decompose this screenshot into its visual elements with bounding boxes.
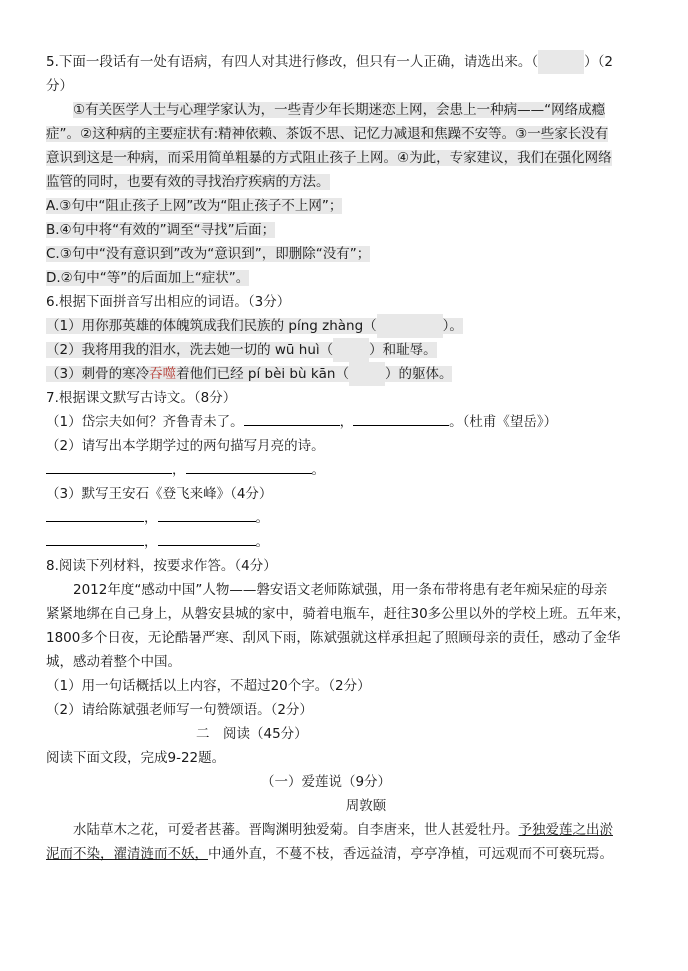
q6-item-1-blank[interactable]: [377, 314, 443, 338]
q7-comma: ，: [172, 462, 186, 478]
reading-1-underlined: 泥而不染，濯清涟而不妖，: [46, 846, 208, 862]
q7-item-3-blank-3[interactable]: [46, 531, 144, 546]
q6-item-3: [46, 362, 646, 386]
q7-item-3-blank-1[interactable]: [46, 507, 144, 522]
q7-item-2: （2）请写出本学期学过的两句描写月亮的诗。: [46, 438, 325, 454]
q7-comma: ，: [144, 534, 158, 550]
q5-passage-text: ①有关医学人士与心理学家认为，一些青少年长期迷恋上网，会患上一种病——“网络成瘾: [73, 102, 606, 118]
q6-item-2: [46, 338, 646, 362]
q7-item-1-blank-1[interactable]: [244, 411, 340, 426]
q7-item-3: （3）默写王安石《登飞来峰》（4分）: [46, 486, 273, 502]
exam-content: [46, 50, 646, 866]
q5-option-a: [46, 194, 646, 218]
q5-passage-text: 症”。②这种病的主要症状有:精神依赖、茶饭不思、记忆力减退和焦躁不安等。③一些家长没有: [46, 126, 609, 142]
q7-item-1-comma: ，: [339, 414, 354, 430]
q7-comma: ，: [144, 510, 158, 526]
q8-passage-line: 城，感动着整个中国。: [46, 654, 181, 670]
q5-option-d-text: D.②句中“等”的后面加上“症状”。: [46, 270, 250, 286]
reading-1-text: 水陆草木之花，可爱者甚蕃。晋陶渊明独爱菊。自李唐来，世人甚爱牡丹。: [73, 822, 519, 838]
q7-period: 。: [255, 534, 269, 550]
q7-item-3-blank-2[interactable]: [158, 507, 256, 522]
q5-question-text: 5.下面一段话有一处有语病，有四人对其进行修改，但只有一人正确，请选出来。（: [46, 54, 539, 70]
q5-passage-line: [46, 98, 646, 122]
section-2-title: 二 阅读（45分）: [196, 726, 308, 742]
q6-item-2-end: ）和耻辱。: [369, 342, 437, 358]
q5-score-line: 分）: [46, 78, 73, 94]
q5-passage-line: [46, 146, 646, 170]
q7-item-2-blank-1[interactable]: [46, 459, 172, 474]
q7-item-3-answer-1: [46, 506, 646, 530]
q5-option-c-text: C.③句中“没有意识到”改为“意识到”，即删除“没有”；: [46, 246, 371, 262]
q6-item-3-end: ）的躯体。: [384, 366, 453, 382]
q5-option-b-text: B.④句中将“有效的”调至“寻找”后面；: [46, 222, 276, 238]
q7-item-2-blank-2[interactable]: [186, 459, 312, 474]
q7-item-1: [46, 410, 646, 434]
q8-passage-line: 1800多个日夜，无论酷暑严寒、刮风下雨，陈斌强就这样承担起了照顾母亲的责任，感动了金华: [46, 630, 621, 646]
q5-option-d: [46, 266, 646, 290]
q6-title: 6.根据下面拼音写出相应的词语。（3分）: [46, 294, 291, 310]
q5-passage-line: [46, 170, 646, 194]
q7-item-1-text: （1）岱宗夫如何？齐鲁青未了。: [46, 414, 244, 430]
q7-item-1-blank-2[interactable]: [353, 411, 449, 426]
q5-question-end: ）（2: [584, 54, 613, 70]
q7-item-3-blank-4[interactable]: [158, 531, 256, 546]
reading-1-title: （一）爱莲说（9分）: [260, 774, 392, 790]
q5-passage-text: 监管的同时，也要有效的寻找治疗疾病的方法。: [46, 174, 330, 190]
q5-question-line: [46, 50, 646, 74]
q6-item-3-blank[interactable]: [349, 362, 385, 386]
q5-passage-line: [46, 122, 646, 146]
q8-passage-line: 紧紧地绑在自己身上，从磐安县城的家中，骑着电瓶车，赶往30多公里以外的学校上班。五年来，: [46, 606, 631, 622]
reading-1-text-line: [46, 842, 646, 866]
reading-1-text-line: [46, 818, 646, 842]
q8-item-2: （2）请给陈斌强老师写一句赞颂语。（2分）: [46, 702, 313, 718]
reading-1-underlined: 予独爱莲之出淤: [518, 822, 613, 838]
reading-1-author: 周敦颐: [345, 798, 387, 814]
q6-item-2-text: （2）我将用我的泪水，洗去她一切的 wū huì（: [46, 342, 334, 358]
q6-item-2-blank[interactable]: [333, 338, 369, 362]
q8-title: 8.阅读下列材料，按要求作答。（4分）: [46, 558, 277, 574]
q6-item-1-text: （1）用你那英雄的体魄筑成我们民族的 píng zhàng（: [46, 318, 377, 334]
q7-item-2-answer: [46, 458, 646, 482]
q5-option-c: [46, 242, 646, 266]
q7-item-3-answer-2: [46, 530, 646, 554]
q6-item-1: [46, 314, 646, 338]
q5-passage-text: 意识到这是一种病，而采用简单粗暴的方式阻止孩子上网。④为此，专家建议，我们在强化网络: [46, 150, 612, 166]
q6-item-3-highlight: 吞噬: [149, 366, 177, 382]
reading-1-text: 中通外直，不蔓不枝，香远益清，亭亭净植，可远观而不可亵玩焉。: [208, 846, 613, 862]
q6-item-3-text: （3）刺骨的寒冷: [46, 366, 150, 382]
q5-answer-blank[interactable]: [538, 50, 584, 74]
q8-passage-line: 2012年度“感动中国”人物——磐安语文老师陈斌强，用一条布带将患有老年痴呆症的母亲: [73, 582, 608, 598]
q8-item-1: （1）用一句话概括以上内容，不超过20个字。（2分）: [46, 678, 371, 694]
q7-period: 。: [311, 462, 325, 478]
section-2-instruction: 阅读下面文段，完成9-22题。: [46, 750, 226, 766]
q6-item-3-pinyin: 着他们已经 pí bèi bù kān（: [176, 366, 349, 382]
q5-option-a-text: A.③句中“阻止孩子上网”改为“阻止孩子不上网”；: [46, 198, 343, 214]
q7-title: 7.根据课文默写古诗文。（8分）: [46, 390, 237, 406]
q6-item-1-end: ）。: [442, 318, 463, 334]
q7-period: 。: [255, 510, 269, 526]
q5-option-b: [46, 218, 646, 242]
q7-item-1-source: 。（杜甫《望岳》）: [449, 414, 558, 430]
